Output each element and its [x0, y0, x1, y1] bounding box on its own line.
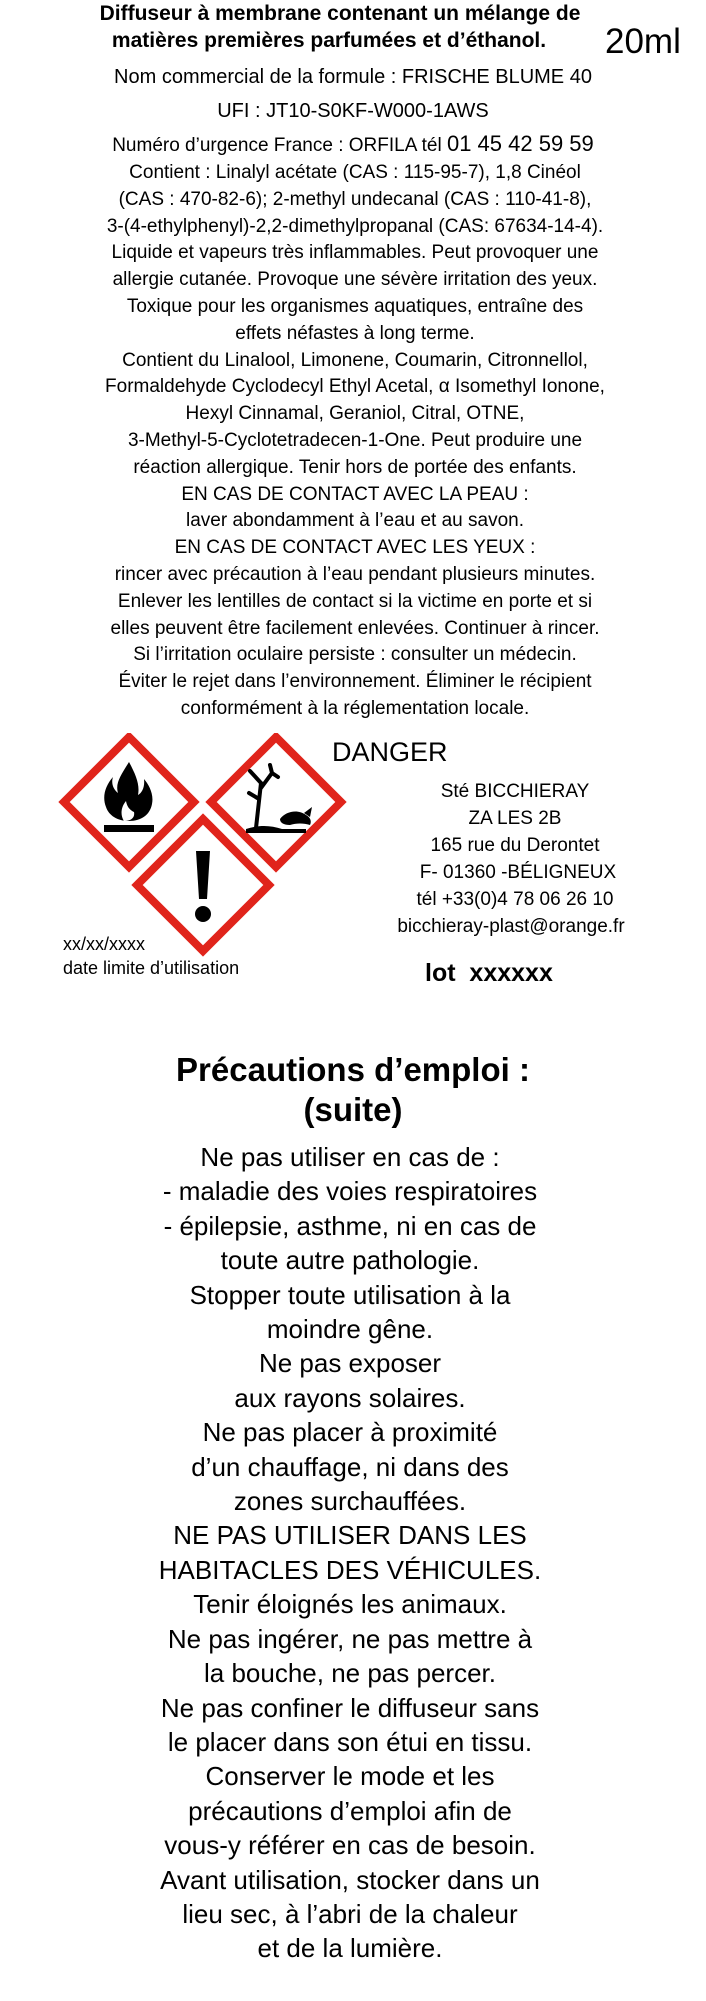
volume-label: 20ml [605, 22, 681, 61]
hazard-line: conformément à la réglementation locale. [180, 697, 530, 719]
precaution-line: et de la lumière. [257, 1933, 443, 1964]
hazard-line: Toxique pour les organismes aquatiques, entraîne des [126, 295, 584, 317]
company-line: F- 01360 -BÉLIGNEUX [419, 862, 617, 883]
precaution-line: Conserver le mode et les [205, 1761, 495, 1792]
hazard-line: Si l’irritation oculaire persiste : consulter un médecin. [133, 644, 577, 666]
lot-number: lot xxxxxx [425, 959, 553, 987]
precautions-title [0, 1050, 706, 1130]
precaution-line: le placer dans son étui en tissu. [167, 1726, 533, 1757]
hazard-line: effets néfastes à long terme. [235, 322, 475, 344]
precaution-line: moindre gêne. [266, 1314, 434, 1345]
company-line: Sté BICCHIERAY [440, 781, 590, 802]
hazard-line: elles peuvent être facilement enlevées. Continuer à rincer. [110, 617, 600, 639]
precaution-line: HABITACLES DES VÉHICULES. [158, 1554, 542, 1585]
hazard-line: EN CAS DE CONTACT AVEC LES YEUX : [174, 537, 536, 559]
precaution-line: vous-y référer en cas de besoin. [164, 1830, 536, 1861]
emergency-phone: 01 45 42 59 59 [446, 131, 594, 156]
emergency-number [0, 131, 706, 159]
precaution-line: Ne pas ingérer, ne pas mettre à [167, 1623, 533, 1654]
company-line: ZA LES 2B [468, 808, 562, 829]
ufi-code: UFI : JT10-S0KF-W000-1AWS [217, 100, 489, 122]
precaution-line: Ne pas confiner le diffuseur sans [160, 1692, 540, 1723]
precaution-line: lieu sec, à l’abri de la chaleur [182, 1898, 518, 1929]
precautions-title-line: Précautions d’emploi : [176, 1051, 530, 1088]
hazard-line: rincer avec précaution à l’eau pendant plusieurs minutes. [114, 563, 596, 585]
ghs-pictograms [58, 733, 368, 963]
signal-word: DANGER [332, 737, 448, 767]
trade-name: Nom commercial de la formule : FRISCHE BLUME 40 [114, 66, 592, 88]
product-description [70, 0, 610, 54]
precaution-line: Ne pas exposer [258, 1348, 442, 1379]
precaution-line: précautions d’emploi afin de [188, 1795, 512, 1826]
precautions-list [100, 1140, 600, 1966]
precaution-line: d’un chauffage, ni dans des [191, 1451, 509, 1482]
expiry-block [63, 932, 239, 980]
hazard-line: EN CAS DE CONTACT AVEC LA PEAU : [181, 483, 529, 505]
hazard-line: Liquide et vapeurs très inflammables. Peut provoquer une [111, 242, 599, 264]
hazard-line: Contient du Linalool, Limonene, Coumarin, Citronnellol, [122, 349, 588, 371]
precaution-line: toute autre pathologie. [220, 1245, 480, 1276]
precaution-line: zones surchauffées. [233, 1486, 467, 1517]
hazard-line: Formaldehyde Cyclodecyl Ethyl Acetal, α Isomethyl Ionone, [105, 376, 605, 398]
expiry-date: xx/xx/xxxx [63, 934, 146, 954]
company-address [375, 778, 655, 940]
hazard-line: allergie cutanée. Provoque une sévère irritation des yeux. [112, 269, 598, 291]
emergency-label: Numéro d’urgence France : ORFILA tél [112, 135, 447, 156]
precaution-line: - épilepsie, asthme, ni en cas de [163, 1210, 537, 1241]
company-line: 165 rue du Derontet [430, 835, 600, 856]
precaution-line: - maladie des voies respiratoires [162, 1176, 538, 1207]
hazard-line: Contient : Linalyl acétate (CAS : 115-95-7), 1,8 Cinéol [129, 162, 581, 183]
precaution-line: Tenir éloignés les animaux. [193, 1589, 507, 1620]
hazard-line: réaction allergique. Tenir hors de portée des enfants. [133, 456, 577, 478]
precaution-line: Ne pas placer à proximité [202, 1417, 498, 1448]
hazard-line: (CAS : 470-82-6); 2-methyl undecanal (CAS : 110-41-8), [118, 188, 592, 210]
hazard-line: Hexyl Cinnamal, Geraniol, Citral, OTNE, [185, 403, 525, 425]
hazard-line: laver abondamment à l’eau et au savon. [186, 510, 524, 532]
precautions-title-line: (suite) [303, 1091, 403, 1128]
company-phone: tél +33(0)4 78 06 26 10 [416, 889, 614, 910]
title-line: Diffuseur à membrane contenant un mélange de [99, 2, 581, 25]
title-line: matières premières parfumées et d’éthanol. [111, 29, 547, 52]
hazard-statements [50, 160, 660, 723]
precaution-line: la bouche, ne pas percer. [204, 1658, 496, 1689]
company-email: bicchieray-plast@orange.fr [397, 916, 625, 937]
precaution-line: NE PAS UTILISER DANS LES [173, 1520, 527, 1551]
precaution-line: Ne pas utiliser en cas de : [200, 1142, 500, 1172]
hazard-line: Éviter le rejet dans l’environnement. Éliminer le récipient [118, 671, 592, 693]
hazard-line: 3-(4-ethylphenyl)-2,2-dimethylpropanal (CAS: 67634-14-4). [106, 215, 604, 237]
hazard-line: Enlever les lentilles de contact si la victime en porte et si [117, 590, 593, 612]
precaution-line: Stopper toute utilisation à la [189, 1279, 511, 1310]
expiry-label: date limite d’utilisation [63, 958, 240, 978]
precaution-line: aux rayons solaires. [234, 1382, 466, 1413]
hazard-line: 3-Methyl-5-Cyclotetradecen-1-One. Peut produire une [127, 429, 583, 451]
precaution-line: Avant utilisation, stocker dans un [160, 1864, 540, 1895]
